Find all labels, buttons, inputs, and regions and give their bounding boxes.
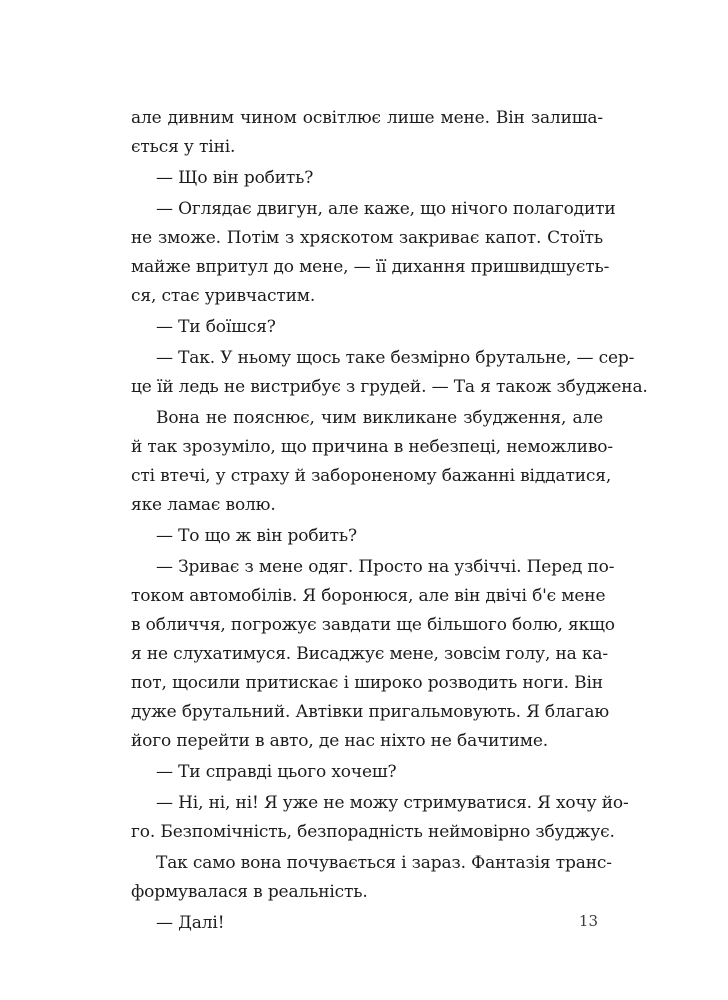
- text-line: це їй ледь не вистрибує з грудей. — Та я також збуджена.: [131, 377, 648, 397]
- text-line: — Оглядає двигун, але каже, що нічого полагодити: [156, 199, 616, 219]
- text-line: током автомобілів. Я боронюся, але він двічі б'є мене: [131, 586, 606, 606]
- text-line: го. Безпомічність, безпорадність неймовірно збуджує.: [131, 822, 615, 842]
- text-line: в обличчя, погрожує завдати ще більшого болю, якщо: [131, 615, 615, 635]
- text-line: й так зрозуміло, що причина в небезпеці, неможливо-: [131, 437, 613, 457]
- text-line: сті втечі, у страху й забороненому бажанні віддатися,: [131, 466, 612, 486]
- text-line: — Зриває з мене одяг. Просто на узбіччі. Перед по-: [156, 557, 615, 577]
- text-line: яке ламає волю.: [131, 495, 276, 515]
- text-line: — Ні, ні, ні! Я уже не можу стримуватися. Я хочу йо-: [156, 793, 629, 813]
- text-line: — Ти боїшся?: [156, 317, 276, 337]
- text-line: — То що ж він робить?: [156, 526, 357, 546]
- text-line: Вона не пояснює, чим викликане збудження, але: [156, 408, 603, 428]
- text-line: не зможе. Потім з хряскотом закриває капот. Стоїть: [131, 228, 603, 248]
- text-line: Так само вона почувається і зараз. Фантазія транс-: [156, 853, 612, 873]
- text-line: його перейти в авто, де нас ніхто не бачитиме.: [131, 731, 549, 751]
- page-text: [131, 104, 648, 938]
- text-line: я не слухатимуся. Висаджує мене, зовсім голу, на ка-: [131, 644, 608, 664]
- text-line: — Що він робить?: [156, 168, 314, 188]
- text-line: — Далі!: [156, 913, 225, 933]
- text-line: ється у тіні.: [131, 137, 236, 157]
- text-line: — Так. У ньому щось таке безмірно брутальне, — сер-: [156, 348, 635, 368]
- page-number: 13: [578, 912, 598, 930]
- text-line: формувалася в реальність.: [131, 882, 368, 902]
- text-line: — Ти справді цього хочеш?: [156, 762, 397, 782]
- text-line: ся, стає уривчастим.: [131, 286, 316, 306]
- text-line: майже впритул до мене, — її дихання пришвидшуєть-: [131, 257, 610, 277]
- text-line: пот, щосили притискає і широко розводить ноги. Він: [131, 673, 603, 693]
- text-line: але дивним чином освітлює лише мене. Він залиша-: [131, 108, 603, 128]
- text-line: дуже брутальний. Автівки пригальмовують. Я благаю: [131, 702, 610, 722]
